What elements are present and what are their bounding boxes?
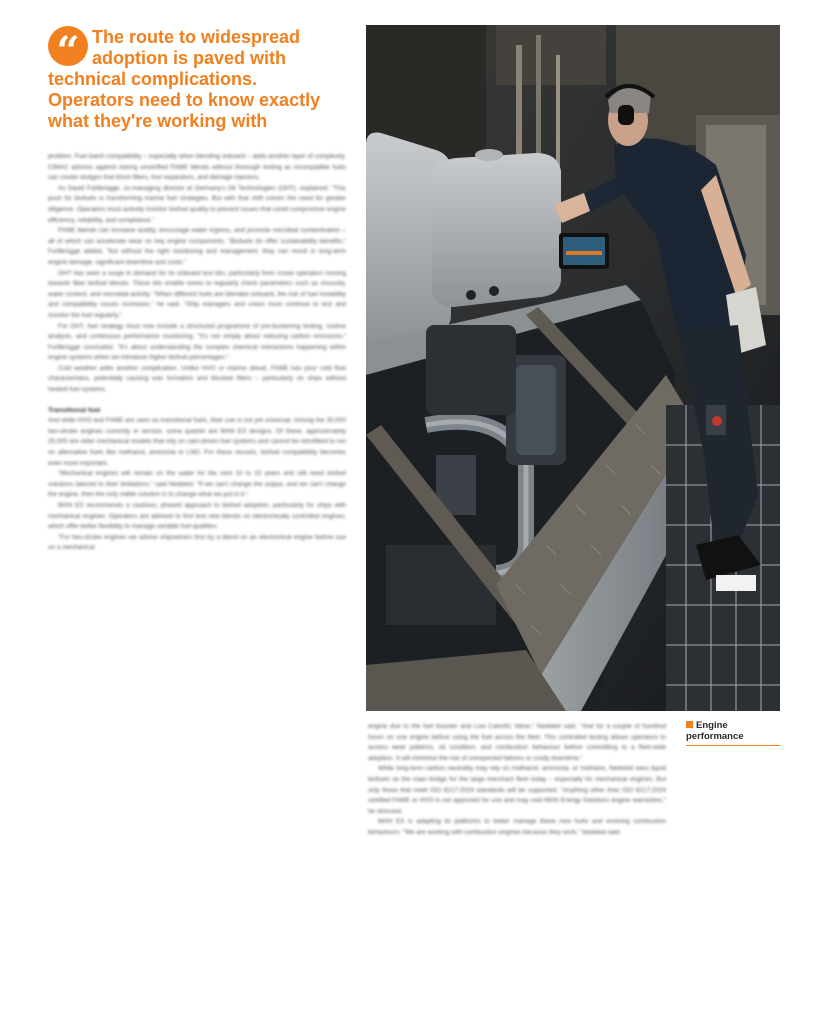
body-paragraph: As David Fuhlbrügge, co-managing director at Germany's Oil Technologies (OHT), explained: "This push for biofuels is transforming marine fuel strategies. But with that shift comes the need for greater diligence. Operators must actively monitor biofuel quality to prevent issues that could compromise engine efficiency, reliability, and compliance." <box>48 184 346 224</box>
caption-marker <box>686 721 693 728</box>
body-paragraph: Cold weather adds another complication. Unlike HVO or marine diesel, FAME has poor cold flow characteristics, potentially causing wax formation and blocked filters – particularly on ships without heated fuel systems. <box>48 364 346 394</box>
pull-quote <box>48 27 348 132</box>
pull-quote-line: The route to widespread <box>92 27 301 47</box>
body-paragraph: While long-term carbon neutrality may rely on methanol, ammonia, or methane, Nedeled sees liquid biofuels as the main bridge for the large merchant fleet today – especially for mechanical engines. But only those that meet ISO 8217:2024 standards will be supported. "Anything other than ISO 8217:2024 certified FAME or HVO is not approved for use and may void MAN Energy Solutions engine warranties," he stressed. <box>368 765 666 815</box>
body-paragraph: OHT has seen a surge in demand for its onboard test kits, particularly from cruise operators moving towards fiber biofuel blends. These kits enable crews to regularly check parameters such as viscosity, water content, and microbial activity. "When different fuels are blended onboard, the risk of fuel instability and compatibility issues increases," he said. "Ship managers and crews must continue to test and monitor the fuel regularly." <box>48 269 346 319</box>
engine-room-photo <box>366 25 780 711</box>
article-column-right <box>368 722 666 839</box>
body-paragraph: For OHT, fuel strategy must now include a structured programme of pre-bunkering testing, routine analysis, and continuous performance monitoring. "It's not simply about reducing carbon emissions," Fuhlbrügge concluded. "It's about understanding the complex chemical interactions happening within engine systems when we introduce higher biofuel percentages." <box>48 322 346 362</box>
body-paragraph: MAN ES is adapting its platforms to better manage these new fuels and evolving combustion behaviours. "We are working with combustion engines because they work," Nedeled said. <box>368 818 666 836</box>
section-heading: Transitional fuel <box>48 406 101 414</box>
pull-quote-line: Operators need to know exactly <box>48 90 321 110</box>
body-paragraph: FAME blends can increase acidity, encourage water ingress, and promote microbial contamination – all of which can accelerate wear on key engine components. "Biofuels do offer sustainability benefits," Fuhlbrügge added, "but without the right monitoring and management, they can result in long-term engine damage, significant downtime and costs." <box>48 227 346 266</box>
pull-quote-line: technical complications. <box>48 69 258 89</box>
quote-mark-icon: “ <box>48 26 88 66</box>
body-paragraph: "For two-stroke engines we advise shipowners first try a blend on an electronical engine before use on a mechanical <box>48 533 346 552</box>
body-paragraph: MAN ES recommends a cautious, phased approach to biofuel adoption, particularly for ships with mechanical engines. Operators are advised to first test new blends on electronically controlled engines, which offer better flexibility to manage variable fuel qualities. <box>48 502 346 531</box>
body-paragraph: And while HVO and FAME are seen as transitional fuels, their use is not yet universal. Among the 30,000 two-stroke engines currently in service, some quarter are MAN ES designs. Of these, approximately 25,000 are older mechanical models that rely on cam-driven fuel systems and cannot be retrofitted to run on alternative fuels like methanol, ammonia or LNG. For these vessels, biofuel compatibility becomes even more important. <box>48 417 346 467</box>
photo-caption <box>686 720 780 746</box>
pull-quote-line: what they're working with <box>48 111 268 131</box>
article-column-left <box>48 152 346 554</box>
caption-text: Engine performance <box>686 720 744 742</box>
pull-quote-line: adoption is paved with <box>92 48 287 68</box>
body-paragraph: engine due to the fuel booster and Low Calorific Value," Nedeled said. "And for a couple of hundred hours on one engine before using the fuel across the fleet. This controlled testing allows operators to assess wear patterns, oil condition, and combustion behaviour before committing to a fleet-wide adoption. It will minimise the risk of unexpected failures or costly downtime." <box>368 723 666 762</box>
body-paragraph: problem. Fuel batch compatibility – especially when blending onboard – adds another layer of complexity. CIMAC advises against mixing unverified FAME blends without thorough testing as incompatible fuels can create sludges that block filters, foul separators, and damage injectors. <box>48 153 346 182</box>
body-paragraph: "Mechanical engines will remain on the water for the next 10 to 15 years and still need biofuel solutions tailored to their limitations," said Nedeled. "If we can't change the output, and we can't change the engine, then the only viable solution is to change what we put in it." <box>48 470 346 499</box>
